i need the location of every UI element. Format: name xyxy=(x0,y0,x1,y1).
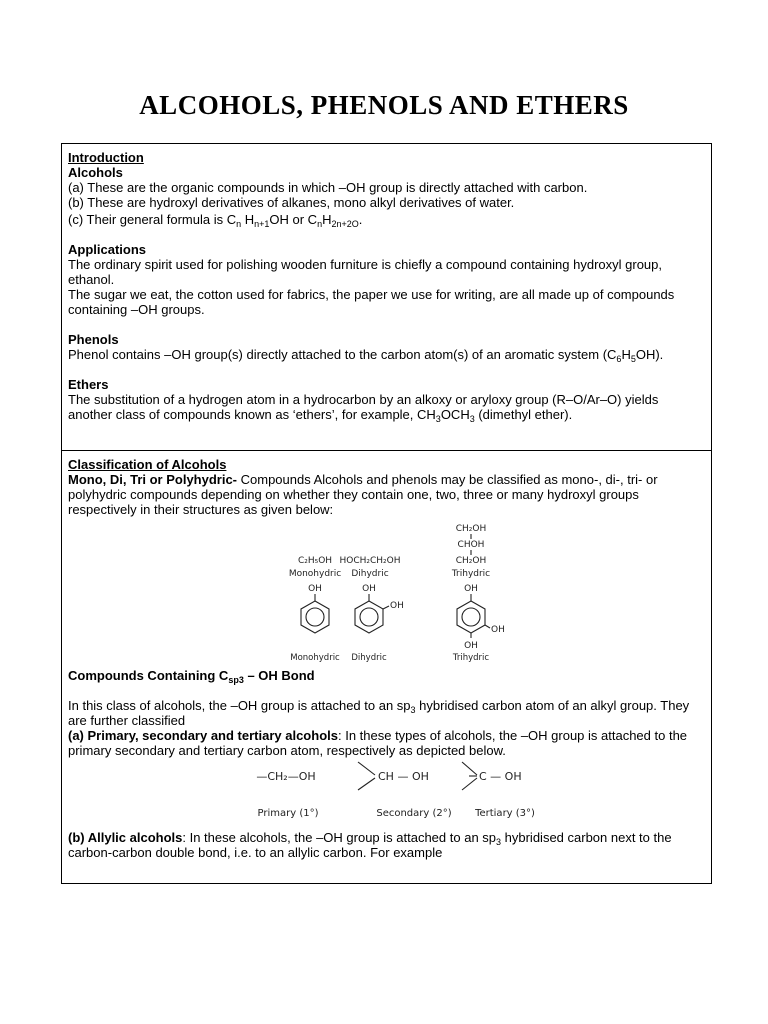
svg-text:OH: OH xyxy=(362,584,376,594)
tertiary-label: Tertiary (3°) xyxy=(475,808,535,819)
dihydric-label: Dihydric xyxy=(351,569,389,579)
secondary-structure xyxy=(358,762,429,790)
trihydric-ring-label: Trihydric xyxy=(452,653,490,662)
sp3-heading: Compounds Containing $C_{sp3}$ – OH Bond xyxy=(68,668,315,685)
svg-text:OH: OH xyxy=(390,601,404,611)
tertiary-structure xyxy=(462,762,522,790)
primary-secondary-tertiary-text: (a) Primary, secondary and tertiary alcohols: In these types of alcohols, the –OH group is attached to the primary secondary and tertiary carbon atom, respectively as depicted below. xyxy=(68,728,688,758)
ethers-heading: Ethers xyxy=(68,377,109,392)
svg-text:OH: OH xyxy=(491,625,505,635)
svg-text:OH: OH xyxy=(308,584,322,594)
catechol-ring xyxy=(355,584,404,633)
ethers-text: The substitution of a hydrogen atom in a hydrocarbon by an alkoxy or aryloxy group (R–O/Ar–O) yields another class of compounds known as ‘ethers’, for example, $CH_3OCH_3$ (dimethyl ether). xyxy=(68,392,659,424)
sp3-text: In this class of alcohols, the –OH group is attached to an $sp_3$ hybridised carbon atom of an alkyl group. They are further classified xyxy=(68,698,690,728)
classification-section xyxy=(61,450,712,884)
dihydric-formula: HOCH₂CH₂OH xyxy=(339,556,401,566)
secondary-label: Secondary (2°) xyxy=(376,808,452,819)
svg-text:CH — OH: CH — OH xyxy=(378,770,429,783)
svg-text:C — OH: C — OH xyxy=(479,770,522,783)
primary-label: Primary (1°) xyxy=(257,808,319,819)
introduction-heading: Introduction xyxy=(68,150,144,165)
classification-heading: Classification of Alcohols xyxy=(68,457,227,472)
alcohols-heading: Alcohols xyxy=(68,165,123,180)
monohydric-formula: C₂H₅OH xyxy=(297,556,333,566)
page-title: ALCOHOLS, PHENOLS AND ETHERS xyxy=(139,90,629,120)
alcohols-point-c: (c) Their general formula is $C_n$ $H_{n+1}OH$ or $C_nH_{2n+2O}$. xyxy=(68,212,363,229)
applications-heading: Applications xyxy=(68,242,147,257)
alcohols-point-a: (a) These are the organic compounds in which –OH group is directly attached with carbon. xyxy=(68,180,588,195)
phenols-text: Phenol contains –OH group(s) directly attached to the carbon atom(s) of an aromatic system $(C_6H_5OH)$. xyxy=(68,347,664,364)
svg-text:OH: OH xyxy=(464,641,478,651)
trihydric-line-1: CH₂OH xyxy=(455,524,487,534)
monohydric-ring-label: Monohydric xyxy=(290,653,340,662)
trihydric-line-3: CH₂OH xyxy=(455,556,487,566)
monohydric-label: Monohydric xyxy=(288,569,342,579)
mono-di-tri-text: Mono, Di, Tri or Polyhydric- Compounds Alcohols and phenols may be classified as mono-, di-, tri- or polyhydric compounds depending on whether they contain one, two, three or many hydroxyl groups respectively in their structures as given below: xyxy=(68,472,658,517)
primary-secondary-tertiary-figure xyxy=(68,758,705,824)
alcohols-point-b: (b) These are hydroxyl derivatives of alkanes, mono alkyl derivatives of water. xyxy=(68,195,515,210)
svg-text:OH: OH xyxy=(464,584,478,594)
primary-formula: —CH₂—OH xyxy=(256,770,316,783)
pyrogallol-ring xyxy=(457,584,505,651)
dihydric-ring-label: Dihydric xyxy=(351,653,387,662)
hydric-classification-figure xyxy=(68,517,705,662)
phenols-heading: Phenols xyxy=(68,332,119,347)
applications-text-1: The ordinary spirit used for polishing wooden furniture is chiefly a compound containing hydroxyl group, ethanol. xyxy=(68,257,662,287)
introduction-section xyxy=(61,143,712,451)
applications-text-2: The sugar we eat, the cotton used for fabrics, the paper we use for writing, are all made up of compounds containing –OH groups. xyxy=(68,287,675,317)
trihydric-line-2: CHOH xyxy=(457,540,485,550)
phenol-ring xyxy=(301,584,329,633)
allylic-text: (b) Allylic alcohols: In these alcohols, the –OH group is attached to an $sp_3$ hybridised carbon next to the carbon-carbon double bond, i.e. to an allylic carbon. For example xyxy=(68,830,672,860)
trihydric-label: Trihydric xyxy=(451,569,491,579)
